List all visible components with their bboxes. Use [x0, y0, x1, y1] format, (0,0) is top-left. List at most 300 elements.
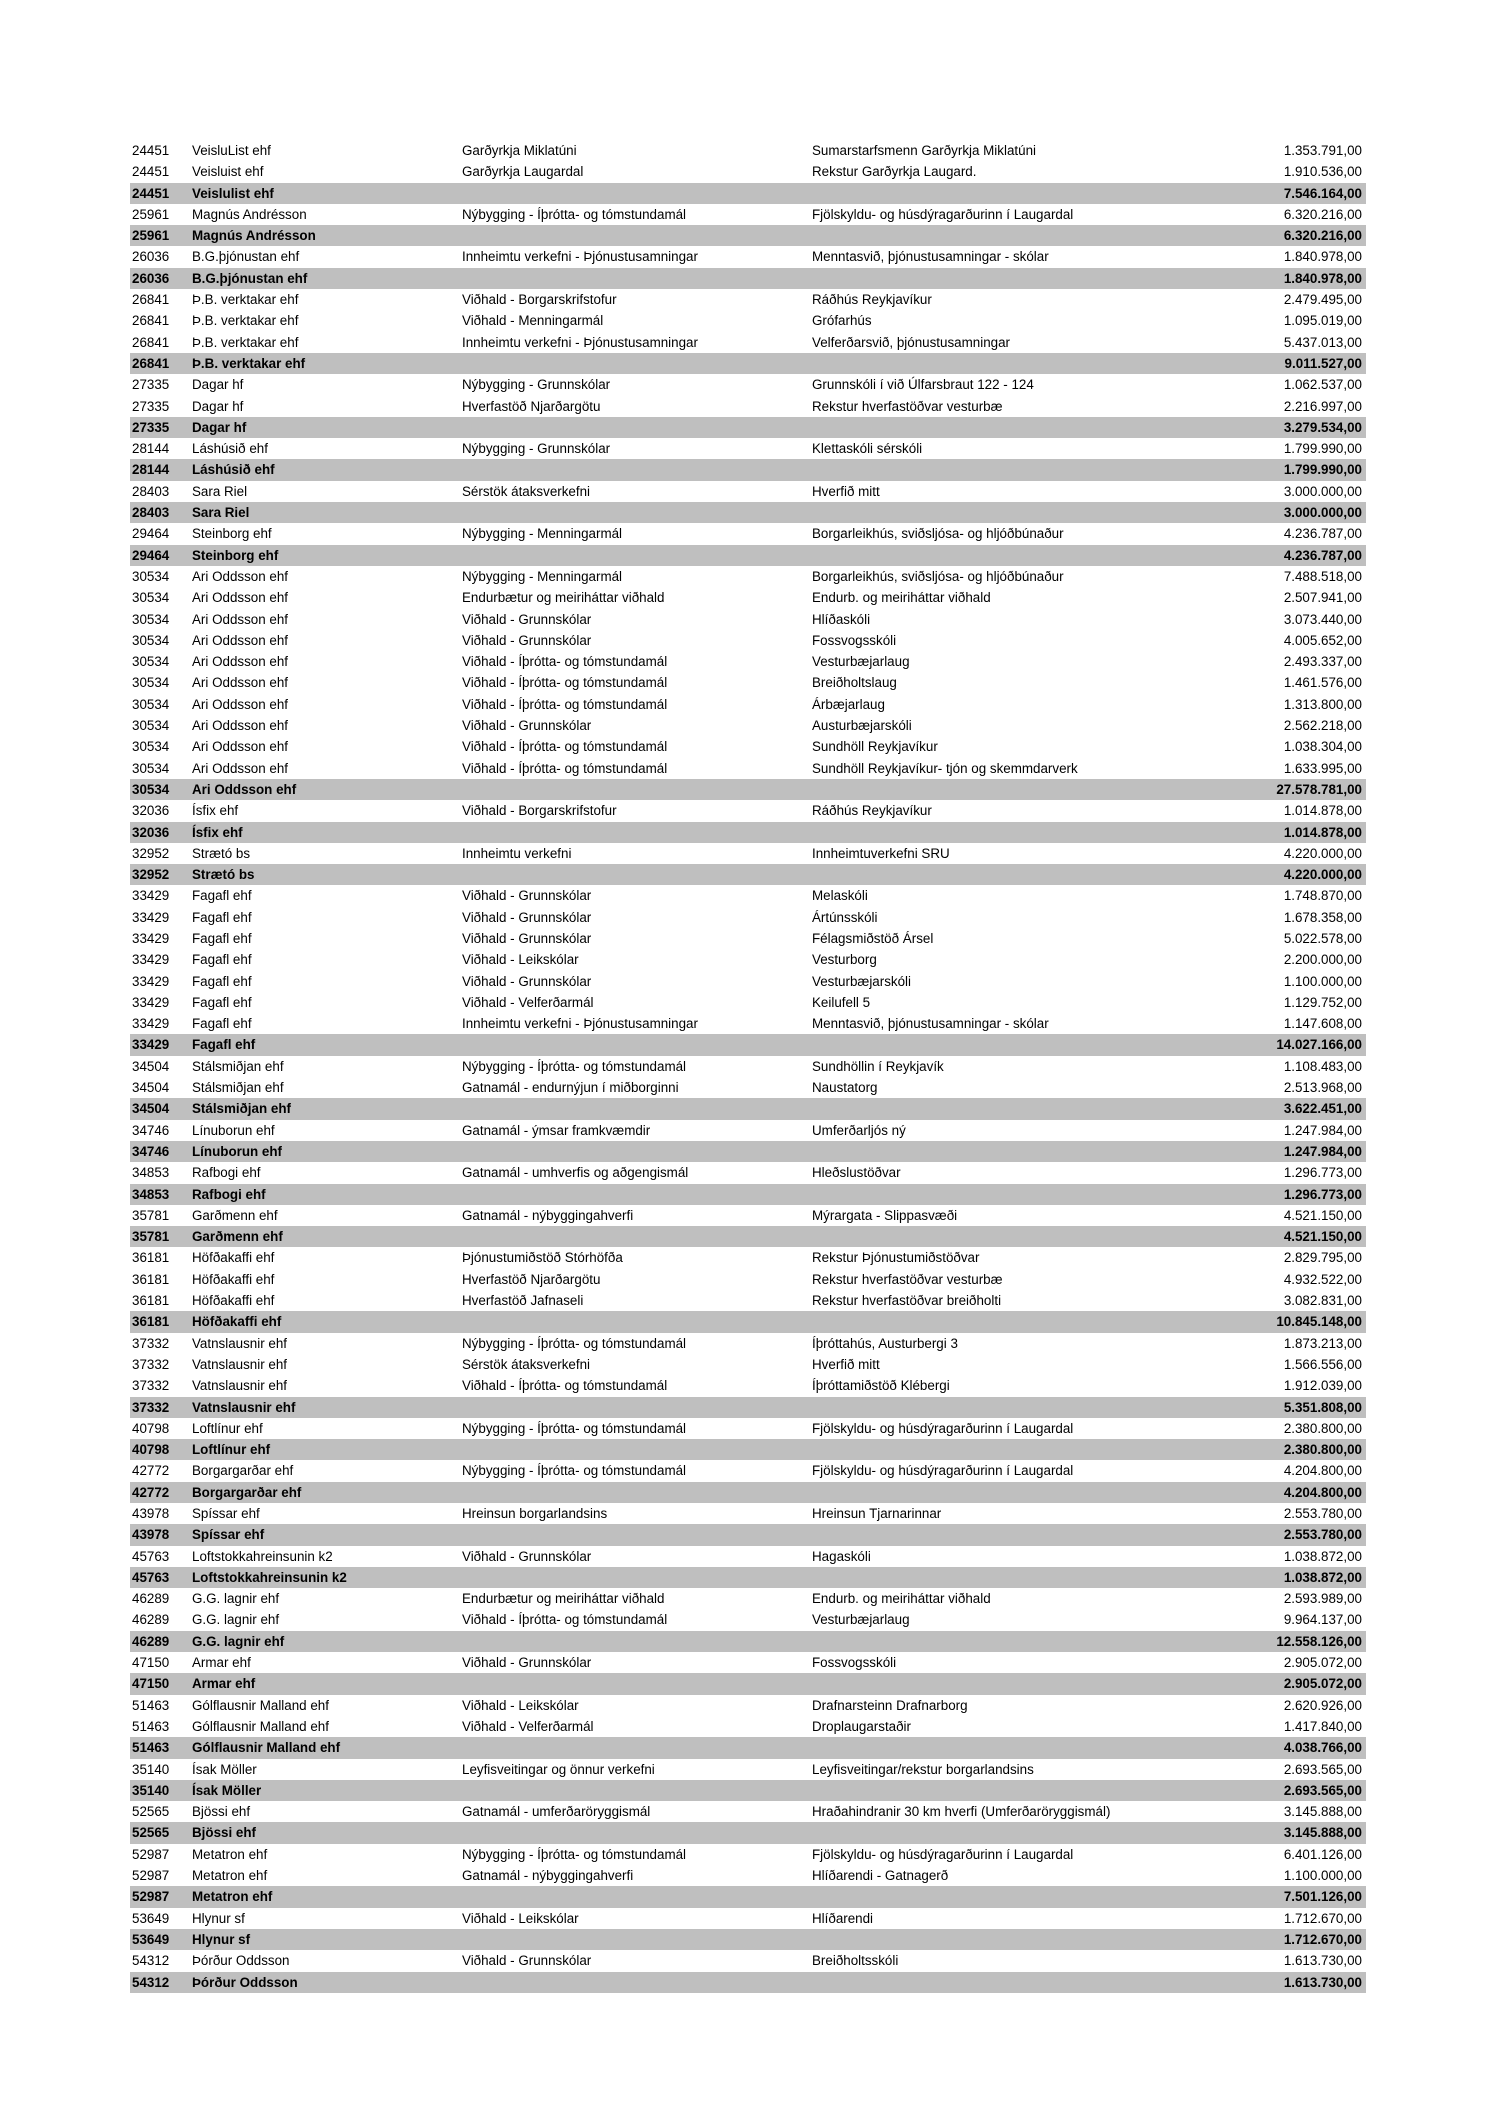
vendor-id-cell: 53649	[132, 1910, 170, 1926]
category-cell: Gatnamál - nýbyggingahverfi	[462, 1868, 634, 1884]
amount-cell: 1.014.878,00	[1283, 803, 1362, 819]
vendor-id-cell: 26036	[132, 249, 170, 265]
category-cell: Viðhald - Menningarmál	[462, 313, 604, 329]
vendor-id-cell: 54312	[132, 1974, 170, 1990]
vendor-id-cell: 29464	[132, 526, 170, 542]
table-row	[130, 715, 1366, 736]
category-cell: Sérstök átaksverkefni	[462, 483, 591, 499]
project-cell: Mýrargata - Slippasvæði	[812, 1207, 958, 1223]
category-cell: Gatnamál - nýbyggingahverfi	[462, 1207, 634, 1223]
table-row	[130, 1588, 1366, 1609]
table-row	[130, 1269, 1366, 1290]
vendor-name-cell: Borgargarðar ehf	[192, 1463, 294, 1479]
vendor-name-cell: Fagafl ehf	[192, 952, 252, 968]
amount-cell: 3.073.440,00	[1283, 611, 1362, 627]
vendor-name-cell: Borgargarðar ehf	[192, 1484, 302, 1500]
vendor-id-cell: 46289	[132, 1591, 170, 1607]
amount-cell: 5.022.578,00	[1283, 930, 1362, 946]
project-cell: Fjölskyldu- og húsdýragarðurinn í Laugardal	[812, 1463, 1074, 1479]
vendor-id-cell: 52565	[132, 1825, 170, 1841]
category-cell: Nýbygging - Íþrótta- og tómstundamál	[462, 1463, 687, 1479]
vendor-id-cell: 30534	[132, 781, 170, 797]
vendor-name-cell: Þ.B. verktakar ehf	[192, 292, 299, 308]
total-row	[130, 1822, 1366, 1843]
table-row	[130, 289, 1366, 310]
table-row	[130, 1333, 1366, 1354]
category-cell: Gatnamál - umferðaröryggismál	[462, 1804, 651, 1820]
project-cell: Innheimtuverkefni SRU	[812, 845, 950, 861]
vendor-id-cell: 30534	[132, 611, 170, 627]
vendor-id-cell: 34853	[132, 1186, 170, 1202]
total-row	[130, 545, 1366, 566]
amount-cell: 9.011.527,00	[1284, 355, 1362, 371]
table-row	[130, 1503, 1366, 1524]
table-row	[130, 651, 1366, 672]
category-cell: Viðhald - Grunnskólar	[462, 930, 592, 946]
table-row	[130, 310, 1366, 331]
vendor-id-cell: 30534	[132, 590, 170, 606]
amount-cell: 1.748.870,00	[1283, 888, 1362, 904]
category-cell: Gatnamál - endurnýjun í miðborginni	[462, 1080, 679, 1096]
amount-cell: 1.247.984,00	[1283, 1122, 1362, 1138]
table-row	[130, 928, 1366, 949]
table-row	[130, 246, 1366, 267]
table-row	[130, 1418, 1366, 1439]
category-cell: Hreinsun borgarlandsins	[462, 1506, 608, 1521]
vendor-name-cell: Dagar hf	[192, 377, 244, 393]
category-cell: Innheimtu verkefni	[462, 845, 572, 861]
amount-cell: 1.100.000,00	[1283, 973, 1362, 989]
category-cell: Viðhald - Íþrótta- og tómstundamál	[462, 739, 668, 755]
table-row	[130, 971, 1366, 992]
vendor-id-cell: 27335	[132, 419, 170, 435]
project-cell: Borgarleikhús, sviðsljósa- og hljóðbúnaður	[812, 526, 1064, 542]
vendor-id-cell: 42772	[132, 1484, 170, 1500]
total-row	[130, 1098, 1366, 1119]
vendor-name-cell: Gólflausnir Malland ehf	[192, 1718, 329, 1734]
project-cell: Grófarhús	[812, 313, 872, 329]
vendor-id-cell: 30534	[132, 632, 170, 648]
project-cell: Sumarstarfsmenn Garðyrkja Miklatúni	[812, 143, 1036, 158]
vendor-name-cell: Rafbogi ehf	[192, 1165, 261, 1181]
vendor-id-cell: 33429	[132, 888, 170, 904]
vendor-id-cell: 42772	[132, 1463, 170, 1479]
project-cell: Hlíðarendi	[812, 1910, 874, 1926]
amount-cell: 27.578.781,00	[1276, 781, 1362, 797]
category-cell: Viðhald - Íþrótta- og tómstundamál	[462, 760, 668, 776]
vendor-id-cell: 33429	[132, 994, 170, 1010]
amount-cell: 3.145.888,00	[1283, 1825, 1362, 1841]
vendor-name-cell: Ari Oddsson ehf	[192, 654, 289, 670]
amount-cell: 4.005.652,00	[1283, 632, 1362, 648]
project-cell: Menntasvið, þjónustusamningar - skólar	[812, 1016, 1049, 1032]
project-cell: Ráðhús Reykjavíkur	[812, 803, 932, 819]
vendor-name-cell: Láshúsið ehf	[192, 441, 268, 457]
table-row	[130, 1546, 1366, 1567]
total-row	[130, 779, 1366, 800]
table-row	[130, 587, 1366, 608]
table-row	[130, 736, 1366, 757]
vendor-id-cell: 33429	[132, 909, 170, 925]
category-cell: Endurbætur og meiriháttar viðhald	[462, 1591, 665, 1607]
vendor-id-cell: 25961	[132, 206, 170, 222]
vendor-name-cell: Ari Oddsson ehf	[192, 718, 289, 734]
amount-cell: 2.829.795,00	[1283, 1250, 1362, 1266]
vendor-name-cell: Loftlínur ehf	[192, 1442, 271, 1458]
vendor-name-cell: Magnús Andrésson	[192, 206, 307, 222]
vendor-id-cell: 45763	[132, 1569, 170, 1585]
category-cell: Viðhald - Íþrótta- og tómstundamál	[462, 675, 668, 691]
vendor-name-cell: Vatnslausnir ehf	[192, 1335, 288, 1351]
project-cell: Drafnarsteinn Drafnarborg	[812, 1697, 968, 1713]
vendor-name-cell: Strætó bs	[192, 867, 255, 883]
table-row	[130, 161, 1366, 182]
vendor-id-cell: 32036	[132, 824, 170, 840]
vendor-name-cell: Loftstokkahreinsunin k2	[192, 1569, 347, 1585]
category-cell: Innheimtu verkefni - Þjónustusamningar	[462, 1016, 698, 1032]
total-row	[130, 1482, 1366, 1503]
project-cell: Rekstur hverfastöðvar vesturbæ	[812, 1271, 1003, 1287]
amount-cell: 5.351.808,00	[1283, 1399, 1362, 1415]
amount-cell: 2.620.926,00	[1283, 1697, 1362, 1713]
vendor-id-cell: 54312	[132, 1953, 170, 1969]
category-cell: Viðhald - Grunnskólar	[462, 1655, 592, 1671]
vendor-name-cell: Ísak Möller	[192, 1761, 257, 1777]
vendor-id-cell: 26841	[132, 355, 170, 371]
amount-cell: 2.905.072,00	[1283, 1655, 1362, 1671]
table-row	[130, 1077, 1366, 1098]
vendor-name-cell: Fagafl ehf	[192, 994, 252, 1010]
vendor-name-cell: Stálsmiðjan ehf	[192, 1058, 284, 1074]
vendor-name-cell: Höfðakaffi ehf	[192, 1293, 275, 1309]
vendor-name-cell: Veisluist ehf	[192, 164, 264, 180]
table-row	[130, 1801, 1366, 1822]
amount-cell: 7.501.126,00	[1283, 1889, 1362, 1905]
vendor-name-cell: Ari Oddsson ehf	[192, 781, 297, 797]
vendor-id-cell: 35140	[132, 1761, 170, 1777]
vendor-name-cell: Vatnslausnir ehf	[192, 1378, 288, 1394]
total-row	[130, 225, 1366, 246]
vendor-name-cell: Spíssar ehf	[192, 1527, 265, 1543]
amount-cell: 2.479.495,00	[1283, 292, 1362, 308]
project-cell: Grunnskóli í við Úlfarsbraut 122 - 124	[812, 377, 1034, 393]
vendor-name-cell: Garðmenn ehf	[192, 1207, 278, 1223]
vendor-id-cell: 51463	[132, 1718, 170, 1734]
vendor-id-cell: 33429	[132, 973, 170, 989]
vendor-name-cell: Metatron ehf	[192, 1846, 268, 1862]
total-row	[130, 1311, 1366, 1332]
vendor-name-cell: Magnús Andrésson	[192, 228, 316, 244]
category-cell: Hverfastöð Jafnaseli	[462, 1293, 584, 1309]
vendor-id-cell: 53649	[132, 1931, 170, 1947]
table-row	[130, 1375, 1366, 1396]
table-row	[130, 396, 1366, 417]
category-cell: Endurbætur og meiriháttar viðhald	[462, 590, 665, 606]
vendor-name-cell: Veislulist ehf	[192, 185, 274, 201]
table-row	[130, 885, 1366, 906]
amount-cell: 6.320.216,00	[1283, 206, 1362, 222]
vendor-id-cell: 34746	[132, 1143, 170, 1159]
amount-cell: 4.204.800,00	[1283, 1484, 1362, 1500]
table-row	[130, 1013, 1366, 1034]
project-cell: Sundhöll Reykjavíkur- tjón og skemmdarverk	[812, 760, 1078, 776]
amount-cell: 3.145.888,00	[1283, 1804, 1362, 1820]
vendor-id-cell: 37332	[132, 1335, 170, 1351]
amount-cell: 1.633.995,00	[1283, 760, 1362, 776]
vendor-name-cell: Gólflausnir Malland ehf	[192, 1740, 341, 1756]
project-cell: Fjölskyldu- og húsdýragarðurinn í Laugardal	[812, 1846, 1074, 1862]
category-cell: Innheimtu verkefni - Þjónustusamningar	[462, 334, 698, 350]
category-cell: Nýbygging - Grunnskólar	[462, 441, 611, 457]
amount-cell: 1.100.000,00	[1283, 1868, 1362, 1884]
amount-cell: 2.562.218,00	[1283, 718, 1362, 734]
total-row	[130, 1972, 1366, 1993]
amount-cell: 1.014.878,00	[1283, 824, 1362, 840]
total-row	[130, 1886, 1366, 1907]
amount-cell: 1.247.984,00	[1283, 1143, 1362, 1159]
project-cell: Árbæjarlaug	[812, 696, 885, 712]
table-row	[130, 1844, 1366, 1865]
project-cell: Vesturbæjarlaug	[812, 654, 910, 670]
vendor-id-cell: 52987	[132, 1889, 170, 1905]
project-cell: Fossvogsskóli	[812, 632, 897, 648]
vendor-name-cell: Ísfix ehf	[192, 803, 239, 819]
vendor-name-cell: Strætó bs	[192, 845, 251, 861]
table-row	[130, 609, 1366, 630]
total-row	[130, 1929, 1366, 1950]
vendor-name-cell: Bjössi ehf	[192, 1825, 256, 1841]
amount-cell: 4.236.787,00	[1283, 547, 1362, 563]
amount-cell: 1.912.039,00	[1283, 1378, 1362, 1394]
vendor-id-cell: 30534	[132, 739, 170, 755]
project-cell: Hverfið mitt	[812, 483, 880, 499]
amount-cell: 7.488.518,00	[1283, 568, 1362, 584]
amount-cell: 4.521.150,00	[1283, 1207, 1362, 1223]
table-row	[130, 1354, 1366, 1375]
vendor-name-cell: Þ.B. verktakar ehf	[192, 334, 299, 350]
vendor-name-cell: VeisluList ehf	[192, 143, 271, 158]
amount-cell: 6.320.216,00	[1283, 228, 1362, 244]
vendor-name-cell: G.G. lagnir ehf	[192, 1591, 280, 1607]
category-cell: Viðhald - Íþrótta- og tómstundamál	[462, 654, 668, 670]
vendor-id-cell: 30534	[132, 568, 170, 584]
vendor-name-cell: G.G. lagnir ehf	[192, 1612, 280, 1628]
project-cell: Endurb. og meiriháttar viðhald	[812, 590, 991, 606]
amount-cell: 4.220.000,00	[1283, 867, 1362, 883]
vendor-name-cell: Loftstokkahreinsunin k2	[192, 1548, 333, 1564]
vendor-name-cell: Ísak Möller	[192, 1782, 262, 1798]
vendor-name-cell: Rafbogi ehf	[192, 1186, 266, 1202]
amount-cell: 4.038.766,00	[1283, 1740, 1362, 1756]
vendor-id-cell: 40798	[132, 1442, 170, 1458]
amount-cell: 1.799.990,00	[1283, 462, 1362, 478]
vendor-name-cell: Ari Oddsson ehf	[192, 739, 289, 755]
amount-cell: 2.593.989,00	[1283, 1591, 1362, 1607]
category-cell: Nýbygging - Íþrótta- og tómstundamál	[462, 1846, 687, 1862]
category-cell: Viðhald - Borgarskrifstofur	[462, 803, 617, 819]
vendor-id-cell: 35781	[132, 1229, 170, 1245]
table-row	[130, 566, 1366, 587]
amount-cell: 3.000.000,00	[1283, 505, 1362, 521]
category-cell: Garðyrkja Laugardal	[462, 164, 584, 180]
vendor-name-cell: Metatron ehf	[192, 1868, 268, 1884]
vendor-id-cell: 28144	[132, 441, 170, 457]
category-cell: Viðhald - Íþrótta- og tómstundamál	[462, 1378, 668, 1394]
table-row	[130, 1908, 1366, 1929]
table-row	[130, 949, 1366, 970]
vendor-id-cell: 47150	[132, 1676, 170, 1692]
vendor-name-cell: Steinborg ehf	[192, 526, 272, 542]
vendor-id-cell: 24451	[132, 164, 170, 180]
category-cell: Innheimtu verkefni - Þjónustusamningar	[462, 249, 698, 265]
vendor-id-cell: 24451	[132, 143, 170, 158]
amount-cell: 1.147.608,00	[1283, 1016, 1362, 1032]
vendor-id-cell: 36181	[132, 1271, 170, 1287]
project-cell: Borgarleikhús, sviðsljósa- og hljóðbúnaður	[812, 568, 1064, 584]
amount-cell: 2.380.800,00	[1283, 1420, 1362, 1436]
project-cell: Sundhöllin í Reykjavík	[812, 1058, 944, 1074]
project-cell: Breiðholtslaug	[812, 675, 897, 691]
vendor-name-cell: Sara Riel	[192, 505, 250, 521]
category-cell: Nýbygging - Íþrótta- og tómstundamál	[462, 206, 687, 222]
project-cell: Naustatorg	[812, 1080, 878, 1096]
project-cell: Ártúnsskóli	[812, 909, 878, 925]
amount-cell: 1.095.019,00	[1283, 313, 1362, 329]
category-cell: Gatnamál - umhverfis og aðgengismál	[462, 1165, 689, 1181]
total-row	[130, 417, 1366, 438]
vendor-name-cell: Ari Oddsson ehf	[192, 696, 289, 712]
vendor-id-cell: 30534	[132, 718, 170, 734]
vendor-name-cell: Höfðakaffi ehf	[192, 1314, 282, 1330]
amount-cell: 1.296.773,00	[1283, 1186, 1362, 1202]
vendor-name-cell: Fagafl ehf	[192, 1037, 256, 1053]
vendor-name-cell: Höfðakaffi ehf	[192, 1250, 275, 1266]
category-cell: Viðhald - Borgarskrifstofur	[462, 292, 617, 308]
category-cell: Viðhald - Íþrótta- og tómstundamál	[462, 1612, 668, 1628]
vendor-id-cell: 47150	[132, 1655, 170, 1671]
amount-cell: 1.108.483,00	[1283, 1058, 1362, 1074]
vendor-id-cell: 52987	[132, 1846, 170, 1862]
project-cell: Sundhöll Reykjavíkur	[812, 739, 938, 755]
total-row	[130, 1567, 1366, 1588]
project-cell: Hagaskóli	[812, 1548, 871, 1564]
vendor-id-cell: 51463	[132, 1697, 170, 1713]
vendor-name-cell: Ari Oddsson ehf	[192, 590, 289, 606]
total-row	[130, 864, 1366, 885]
vendor-id-cell: 34853	[132, 1165, 170, 1181]
category-cell: Leyfisveitingar og önnur verkefni	[462, 1761, 655, 1777]
vendor-name-cell: Hlynur sf	[192, 1910, 245, 1926]
amount-cell: 1.712.670,00	[1283, 1931, 1362, 1947]
project-cell: Hlíðarendi - Gatnagerð	[812, 1868, 949, 1884]
vendor-id-cell: 29464	[132, 547, 170, 563]
project-cell: Klettaskóli sérskóli	[812, 441, 923, 457]
vendor-name-cell: Fagafl ehf	[192, 930, 252, 946]
project-cell: Hraðahindranir 30 km hverfi (Umferðaröryggismál)	[812, 1804, 1111, 1820]
table-row	[130, 1865, 1366, 1886]
total-row	[130, 1184, 1366, 1205]
vendor-id-cell: 35140	[132, 1782, 170, 1798]
amount-cell: 1.038.304,00	[1283, 739, 1362, 755]
total-row	[130, 1631, 1366, 1652]
vendor-name-cell: Þ.B. verktakar ehf	[192, 313, 299, 329]
category-cell: Þjónustumiðstöð Stórhöfða	[462, 1250, 623, 1266]
table-row	[130, 1290, 1366, 1311]
table-row	[130, 1695, 1366, 1716]
vendor-id-cell: 34504	[132, 1080, 170, 1096]
vendor-name-cell: Láshúsið ehf	[192, 462, 275, 478]
payments-table	[130, 140, 1366, 1993]
amount-cell: 3.279.534,00	[1283, 419, 1362, 435]
vendor-id-cell: 34504	[132, 1058, 170, 1074]
vendor-id-cell: 43978	[132, 1527, 170, 1543]
table-row	[130, 481, 1366, 502]
project-cell: Fjölskyldu- og húsdýragarðurinn í Laugardal	[812, 1420, 1074, 1436]
table-row	[130, 907, 1366, 928]
vendor-id-cell: 33429	[132, 1016, 170, 1032]
vendor-name-cell: Bjössi ehf	[192, 1804, 251, 1820]
amount-cell: 2.553.780,00	[1283, 1527, 1362, 1543]
amount-cell: 1.313.800,00	[1283, 696, 1362, 712]
amount-cell: 2.905.072,00	[1283, 1676, 1362, 1692]
project-cell: Austurbæjarskóli	[812, 718, 912, 734]
project-cell: Hverfið mitt	[812, 1356, 880, 1372]
project-cell: Ráðhús Reykjavíkur	[812, 292, 932, 308]
project-cell: Rekstur hverfastöðvar vesturbæ	[812, 398, 1003, 414]
amount-cell: 2.380.800,00	[1283, 1442, 1362, 1458]
total-row	[130, 1397, 1366, 1418]
vendor-name-cell: Höfðakaffi ehf	[192, 1271, 275, 1287]
vendor-name-cell: Fagafl ehf	[192, 1016, 252, 1032]
table-row	[130, 204, 1366, 225]
vendor-id-cell: 52565	[132, 1804, 170, 1820]
vendor-name-cell: Vatnslausnir ehf	[192, 1399, 296, 1415]
amount-cell: 2.216.997,00	[1283, 398, 1362, 414]
vendor-name-cell: Ísfix ehf	[192, 824, 243, 840]
amount-cell: 6.401.126,00	[1283, 1846, 1362, 1862]
amount-cell: 1.062.537,00	[1283, 377, 1362, 393]
project-cell: Fjölskyldu- og húsdýragarðurinn í Laugardal	[812, 206, 1074, 222]
project-cell: Íþróttamiðstöð Klébergi	[812, 1378, 950, 1394]
vendor-id-cell: 27335	[132, 398, 170, 414]
project-cell: Umferðarljós ný	[812, 1122, 906, 1138]
project-cell: Fossvogsskóli	[812, 1655, 897, 1671]
vendor-id-cell: 40798	[132, 1420, 170, 1436]
vendor-id-cell: 28144	[132, 462, 170, 478]
project-cell: Leyfisveitingar/rekstur borgarlandsins	[812, 1761, 1034, 1777]
vendor-name-cell: Ari Oddsson ehf	[192, 675, 289, 691]
amount-cell: 2.493.337,00	[1283, 654, 1362, 670]
project-cell: Rekstur hverfastöðvar breiðholti	[812, 1293, 1002, 1309]
table-row	[130, 523, 1366, 544]
table-row	[130, 672, 1366, 693]
vendor-name-cell: Armar ehf	[192, 1655, 251, 1671]
category-cell: Viðhald - Leikskólar	[462, 952, 579, 968]
project-cell: Keilufell 5	[812, 994, 871, 1010]
vendor-id-cell: 28403	[132, 505, 170, 521]
vendor-id-cell: 45763	[132, 1548, 170, 1564]
amount-cell: 4.521.150,00	[1283, 1229, 1362, 1245]
total-row	[130, 1226, 1366, 1247]
vendor-name-cell: Fagafl ehf	[192, 888, 252, 904]
table-row	[130, 1247, 1366, 1268]
table-row	[130, 758, 1366, 779]
project-cell: Hreinsun Tjarnarinnar	[812, 1506, 942, 1521]
vendor-name-cell: Metatron ehf	[192, 1889, 273, 1905]
project-cell: Droplaugarstaðir	[812, 1718, 911, 1734]
total-row	[130, 183, 1366, 204]
amount-cell: 1.678.358,00	[1283, 909, 1362, 925]
